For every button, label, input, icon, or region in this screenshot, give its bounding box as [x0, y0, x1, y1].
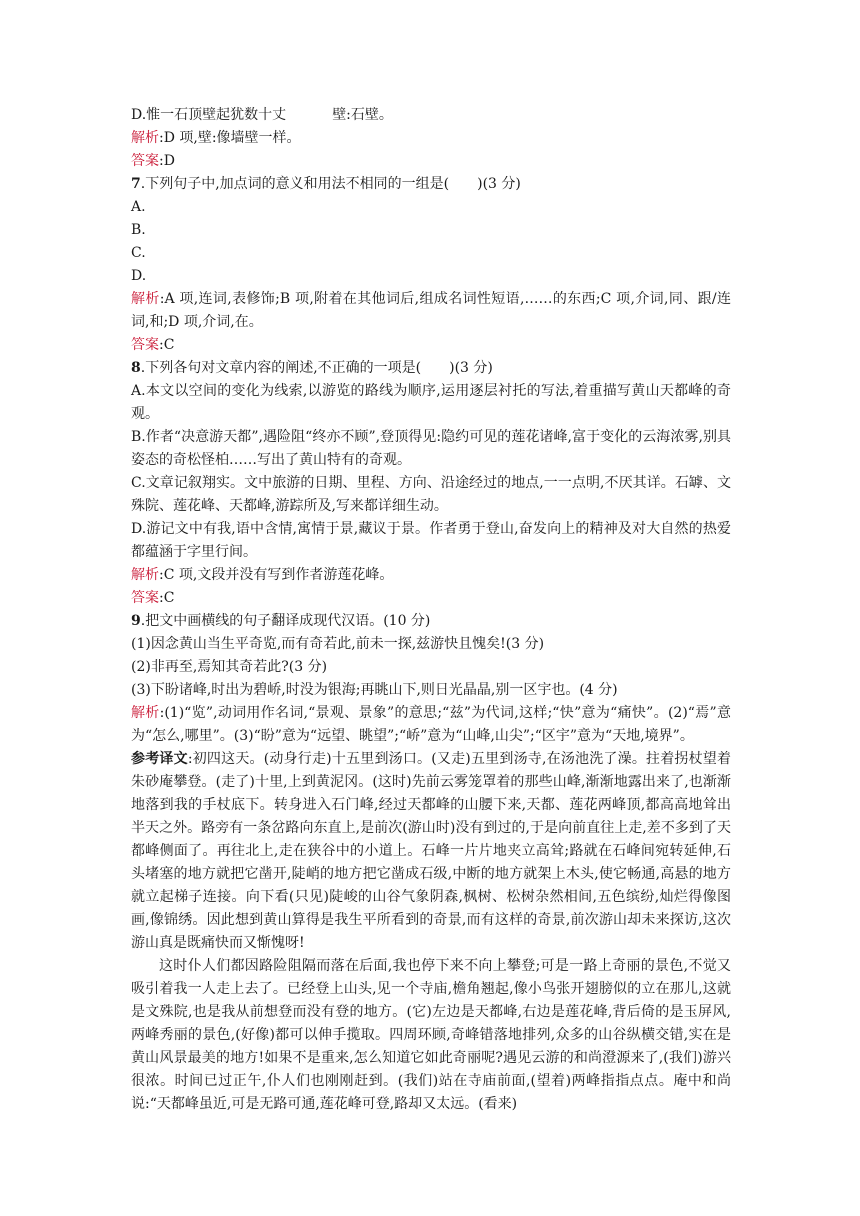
q8-option-d: D.游记文中有我,语中含情,寓情于景,藏议于景。作者勇于登山,奋发向上的精神及对大自然的热爱都蕴涵于字里行间。: [131, 521, 731, 560]
document-page: [131, 104, 731, 1116]
q9-translation-paragraph-2: 这时仆人们都因路险阻隔而落在后面,我也停下来不向上攀登;可是一路上奇丽的景色,不觉又吸引着我一人走上去了。已经登上山头,见一个寺庙,檐角翘起,像小鸟张开翅膀似的立在那儿,这就是文殊院,也是我从前想登而没有登的地方。(它)左边是天都峰,右边是莲花峰,背后倚的是玉屏风,两峰秀丽的景色,(好像)都可以伸手揽取。四周环顾,奇峰错落地排列,众多的山谷纵横交错,实在是黄山风景最美的地方!如果不是重来,怎么知道它如此奇丽呢?遇见云游的和尚澄源来了,(我们)游兴很浓。时间已过正午,仆人们也刚刚赶到。(我们)站在寺庙前面,(望着)两峰指指点点。庵中和尚说:“天都峰虽近,可是无路可通,莲花峰可登,路却又太远。(看来): [131, 958, 731, 1112]
analysis-label: 解析: [131, 705, 160, 721]
q7-answer-text: :C: [159, 337, 175, 353]
q9-translation-paragraph-1: [131, 748, 731, 955]
translation-label: 参考译文: [131, 751, 188, 767]
q8-analysis-text: :C 项,文段并没有写到作者游莲花峰。: [159, 567, 394, 583]
question-number: 7: [131, 176, 141, 192]
q6-analysis-text: :D 项,壁:像墙壁一样。: [159, 130, 301, 146]
q8-stem-text: .下列各句对文章内容的阐述,不正确的一项是( )(3 分): [140, 360, 493, 376]
analysis-label: 解析: [131, 130, 159, 146]
q7-option-b: B.: [131, 222, 146, 238]
q7-stem-text: .下列句子中,加点词的意义和用法不相同的一组是( )(3 分): [140, 176, 521, 192]
analysis-label: 解析: [131, 567, 159, 583]
question-number: 8: [131, 360, 141, 376]
q7-analysis: [131, 288, 731, 334]
q9-item-1: (1)因念黄山当生平奇览,而有奇若此,前未一探,兹游快且愧矣!(3 分): [131, 636, 545, 652]
q8-option-c: C.文章记叙翔实。文中旅游的日期、里程、方向、沿途经过的地点,一一点明,不厌其详。石罅、文殊院、莲花峰、天都峰,游踪所及,写来都详细生动。: [131, 475, 731, 514]
q7-option-a: A.: [131, 199, 146, 215]
q6-answer-text: :D: [159, 153, 175, 169]
q7-stem: [131, 173, 731, 196]
q9-item-2: (2)非再至,焉知其奇若此?(3 分): [131, 659, 328, 675]
q8-answer: [131, 587, 731, 610]
q8-analysis: [131, 564, 731, 587]
q9-stem: [131, 610, 731, 633]
q8-answer-text: :C: [159, 590, 175, 606]
q8-stem: [131, 357, 731, 380]
q6-answer: [131, 150, 731, 173]
answer-label: 答案: [131, 337, 159, 353]
q7-answer: [131, 334, 731, 357]
q9-stem-text: .把文中画横线的句子翻译成现代汉语。(10 分): [140, 613, 431, 629]
q6-option-d-text: D.惟一石顶壁起犹数十丈: [131, 107, 287, 123]
q9-item-3: (3)下盼诸峰,时出为碧峤,时没为银海;再眺山下,则日光晶晶,别一区宇也。(4 分): [131, 682, 618, 698]
analysis-label: 解析: [131, 291, 160, 307]
q9-analysis: [131, 702, 731, 748]
q6-analysis: [131, 127, 731, 150]
q8-option-b: B.作者“决意游天都”,遇险阻“终亦不顾”,登顶得见:隐约可见的莲花诸峰,富于变化的云海浓雾,别具姿态的奇松怪柏……写出了黄山特有的奇观。: [131, 429, 731, 468]
q6-option-d: [131, 104, 731, 127]
q9-translation-p1: :初四这天。(动身行走)十五里到汤口。(又走)五里到汤寺,在汤池洗了澡。拄着拐杖望着朱砂庵攀登。(走了)十里,上到黄泥冈。(这时)先前云雾笼罩着的那些山峰,渐渐地露出来了,也渐渐地落到我的手杖底下。转身进入石门峰,经过天都峰的山腰下来,天都、莲花两峰顶,都高高地耸出半天之外。路旁有一条岔路向东直上,是前次(游山时)没有到过的,于是向前直往上走,差不多到了天都峰侧面了。再往北上,走在狭谷中的小道上。石峰一片片地夹立高耸;路就在石峰间宛转延伸,石头堵塞的地方就把它凿开,陡峭的地方把它凿成石级,中断的地方就架上木头,使它畅通,高悬的地方就立起梯子连接。向下看(只见)陡峻的山谷气象阴森,枫树、松树杂然相间,五色缤纷,灿烂得像图画,像锦绣。因此想到黄山算得是我生平所看到的奇景,而有这样的奇景,前次游山却未来探访,这次游山真是既痛快而又惭愧呀!: [131, 751, 732, 951]
question-number: 9: [131, 613, 141, 629]
q7-option-d: D.: [131, 268, 147, 284]
q9-analysis-text: :(1)“览”,动词用作名词,“景观、景象”的意思;“兹”为代词,这样;“快”意为“痛快”。(2)“焉”意为“怎么,哪里”。(3)“盼”意为“远望、眺望”;“峤”意为“山峰,山尖”;“区宇”意为“天地,境界”。: [131, 705, 731, 744]
q7-analysis-text: :A 项,连词,表修饰;B 项,附着在其他词后,组成名词性短语,……的东西;C 项,介词,同、跟/连词,和;D 项,介词,在。: [131, 291, 732, 330]
answer-label: 答案: [131, 590, 159, 606]
q8-option-a: A.本文以空间的变化为线索,以游览的路线为顺序,运用逐层衬托的写法,着重描写黄山天都峰的奇观。: [131, 383, 731, 422]
q6-option-d-note: 壁:石壁。: [332, 107, 393, 123]
answer-label: 答案: [131, 153, 159, 169]
q7-option-c: C.: [131, 245, 146, 261]
